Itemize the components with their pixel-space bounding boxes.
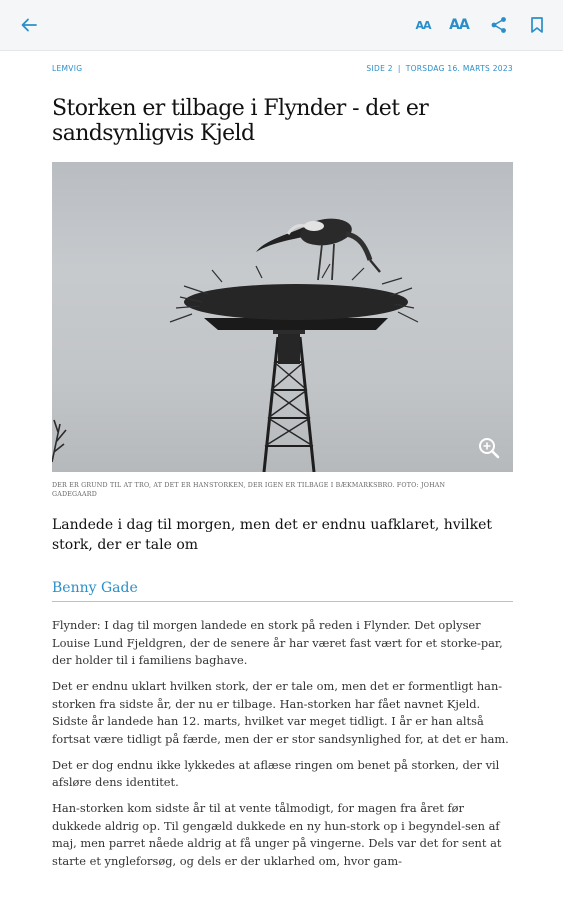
meta-separator: | bbox=[397, 64, 401, 73]
back-button[interactable] bbox=[16, 12, 42, 38]
share-button[interactable] bbox=[486, 12, 512, 38]
increase-font-button[interactable] bbox=[446, 12, 472, 38]
body-paragraph: Flynder: I dag til morgen landede en stork på reden i Flynder. Det oplyser Louise Lund Fjeldgren, der de senere år har været fast vært for et storke-par, der holder til i familiens baghave. bbox=[52, 618, 503, 667]
article-photo[interactable] bbox=[52, 162, 513, 472]
body-paragraph: Det er dog endnu ikke lykkedes at aflæse ringen om benet på storken, der vil afsløre dens identitet. bbox=[52, 757, 500, 789]
author-name: Benny Gade bbox=[52, 580, 138, 596]
stork-nest-illustration bbox=[52, 162, 513, 472]
bookmark-icon bbox=[529, 16, 545, 34]
article-subheadline: Landede i dag til morgen, men det er endnu uafklaret, hvilket stork, der er tale om bbox=[52, 517, 493, 553]
author-byline[interactable] bbox=[52, 580, 513, 602]
zoom-in-icon bbox=[477, 436, 501, 460]
body-paragraph: Han-storken kom sidste år til at vente tålmodigt, for magen fra året før dukkede aldrig op. Til gengæld dukkede en ny hun-stork op i begyndel-sen af maj, men parret nåede aldrig at få unger på vingerne. Dels var det for sent at starte et yngleforsøg, og dels er der uklarhed om, hvor gam- bbox=[52, 801, 502, 868]
article-headline: Storken er tilbage i Flynder - det er sandsynligvis Kjeld bbox=[52, 96, 429, 146]
date-label: TORSDAG 16. MARTS 2023 bbox=[405, 64, 513, 73]
photo-zoom-button[interactable] bbox=[477, 436, 501, 460]
section-label: LEMVIG bbox=[52, 64, 83, 73]
article-meta bbox=[52, 64, 513, 78]
font-large-label: AA bbox=[449, 17, 469, 33]
decrease-font-button[interactable] bbox=[410, 12, 436, 38]
arrow-left-icon bbox=[20, 16, 38, 34]
photo-caption: DER ER GRUND TIL AT TRO, AT DET ER HANSTORKEN, DER IGEN ER TILBAGE I BÆKMARKSBRO. FOTO: JOHAN GADEGAARD bbox=[52, 482, 446, 498]
body-paragraph: Det er endnu uklart hvilken stork, der er tale om, men det er formentligt han-storken fra sidste år, der nu er tilbage. Han-storken har fået navnet Kjeld. Sidste år landede han 12. marts, hvilket var meget tidligt. I år er han altså fortsat være tidligt på færde, men der er stor sandsynlighed for, at det er ham. bbox=[52, 679, 509, 746]
share-icon bbox=[490, 16, 508, 34]
top-toolbar bbox=[0, 0, 563, 51]
page-label: SIDE 2 bbox=[366, 64, 393, 73]
bookmark-button[interactable] bbox=[524, 12, 550, 38]
font-small-label: AA bbox=[415, 18, 431, 32]
article-body bbox=[52, 617, 513, 879]
page-and-date bbox=[366, 64, 513, 73]
